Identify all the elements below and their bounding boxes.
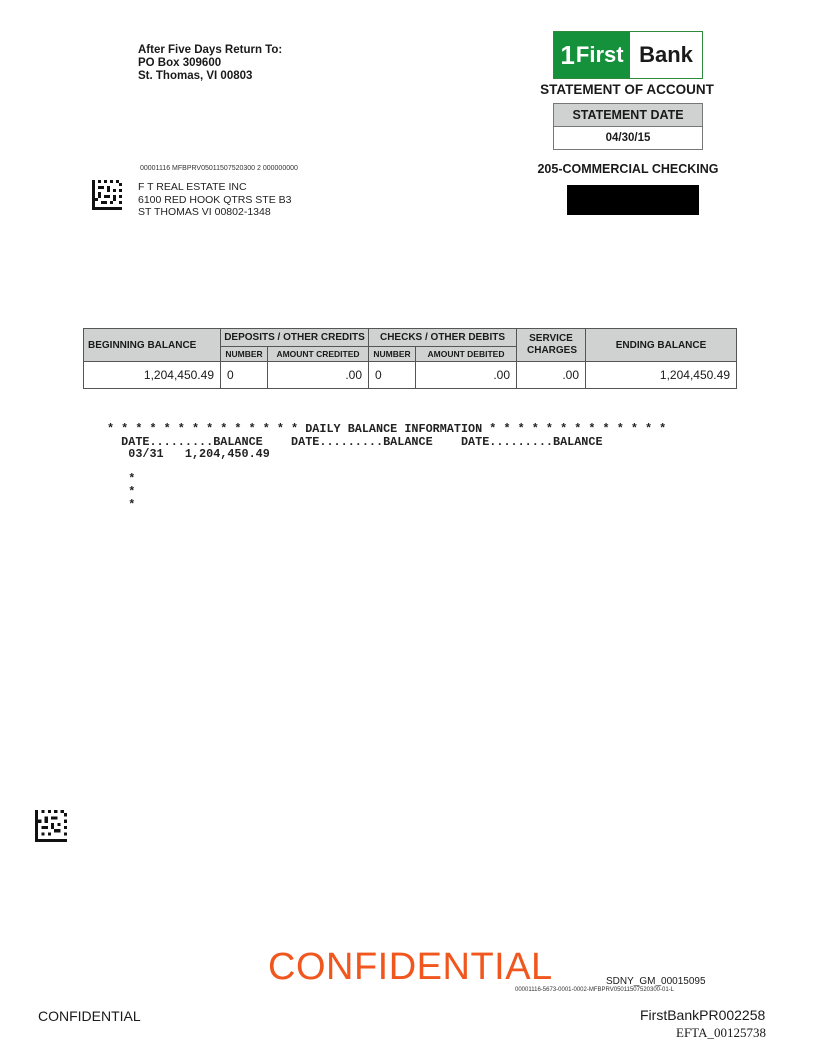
deposits-number-value: 0 [221,362,268,389]
header-amount-credited: AMOUNT CREDITED [268,347,369,362]
efta-number: EFTA_00125738 [676,1025,766,1040]
confidential-stamp: CONFIDENTIAL [268,946,553,988]
mailing-code: 00001116 MFBPRV05011507520300 2 000000000 [140,165,298,172]
redaction-block [567,185,699,215]
summary-row [84,362,737,389]
mailing-street: 6100 RED HOOK QTRS STE B3 [138,193,292,206]
header-ending-balance: ENDING BALANCE [586,329,737,362]
ending-balance-value: 1,204,450.49 [586,362,737,389]
header-checks: CHECKS / OTHER DEBITS [369,329,517,347]
header-amount-debited: AMOUNT DEBITED [416,347,517,362]
checks-number-value: 0 [369,362,416,389]
return-address [138,44,282,83]
datamatrix-barcode-icon [35,810,67,842]
statement-date-box [553,103,703,150]
mailing-name: F T REAL ESTATE INC [138,181,247,193]
mailing-address [138,181,291,219]
return-address-line3: St. Thomas, VI 00803 [138,70,253,82]
daily-balance-entry: 03/31 1,204,450.49 [107,447,270,462]
header-deposits: DEPOSITS / OTHER CREDITS [221,329,369,347]
daily-balance-star: * [128,484,136,499]
beginning-balance-value: 1,204,450.49 [84,362,221,389]
logo-first: First [575,42,624,67]
header-deposits-number: NUMBER [221,347,268,362]
return-address-line2: PO Box 309600 [138,57,222,69]
daily-balance-star: * [128,472,136,487]
statement-date-label: STATEMENT DATE [554,104,702,127]
mailing-city: ST THOMAS VI 00802-1348 [138,206,271,218]
daily-balance-section [107,423,666,511]
account-summary-table [83,328,737,389]
daily-balance-banner: * * * * * * * * * * * * * * DAILY BALANCE INFORMATION * * * * * * * * * * * * * [107,422,667,436]
header-service-charges: SERVICE CHARGES [517,329,586,362]
datamatrix-barcode-icon [92,180,122,210]
confidential-label: CONFIDENTIAL [38,1008,141,1024]
logo-number: 1 [560,39,575,70]
daily-balance-star: * [128,497,136,512]
amount-credited-value: .00 [268,362,369,389]
return-address-line1: After Five Days Return To: [138,44,283,56]
amount-debited-value: .00 [416,362,517,389]
sdny-bates: SDNY_GM_00015095 [606,976,706,987]
header-beginning-balance: BEGINNING BALANCE [84,329,221,362]
statement-date-value: 04/30/15 [605,132,651,144]
statement-title: STATEMENT OF ACCOUNT [540,82,714,97]
header-checks-number: NUMBER [369,347,416,362]
service-charges-value: .00 [517,362,586,389]
document-tracking-code: 00001116-5673-0001-0002-MFBPRV05011507520300-01-L [515,987,675,993]
account-type: 205-COMMERCIAL CHECKING [537,162,719,176]
logo-bank: Bank [630,32,702,78]
daily-balance-columns: DATE.........BALANCE DATE.........BALANCE DATE.........BALANCE [107,434,603,449]
logo-green-panel [554,32,630,78]
firstbank-bates: FirstBankPR002258 [640,1007,766,1023]
firstbank-logo [553,31,703,79]
